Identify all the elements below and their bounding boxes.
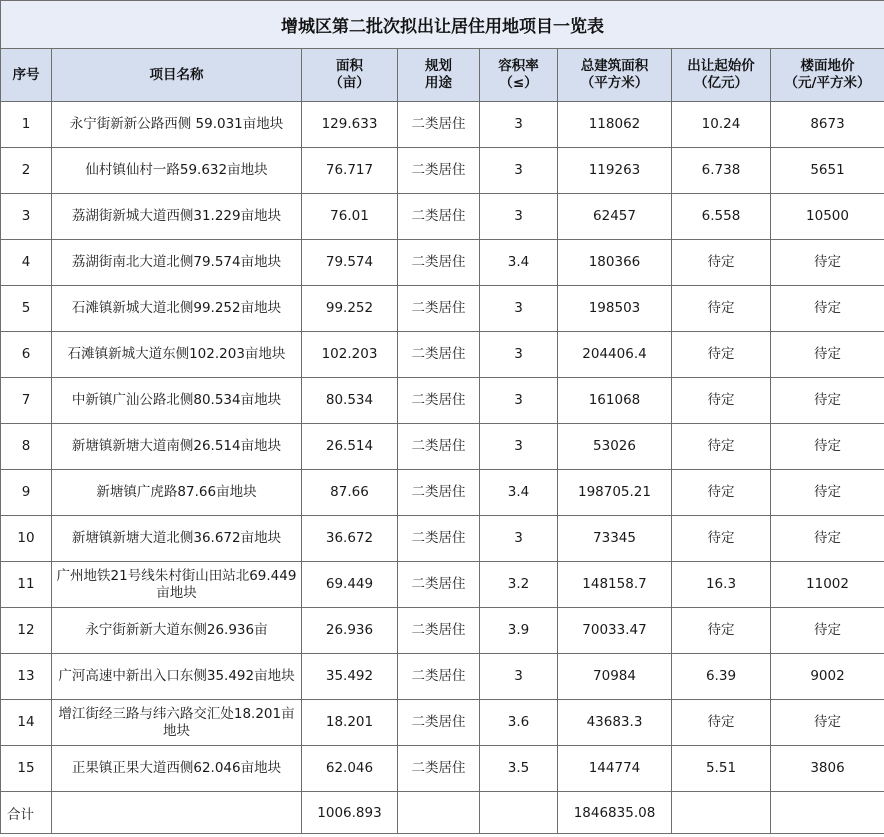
cell-project-name: 仙村镇仙村一路59.632亩地块 <box>52 148 302 194</box>
table-row <box>1 516 884 562</box>
cell-use: 二类居住 <box>398 700 480 746</box>
cell-far: 3 <box>480 148 558 194</box>
header-name-label: 项目名称 <box>149 66 204 83</box>
cell-price: 待定 <box>672 470 771 516</box>
cell-gfa: 119263 <box>558 148 672 194</box>
cell-use: 二类居住 <box>398 516 480 562</box>
cell-floor-price: 10500 <box>771 194 884 240</box>
cell-seq: 7 <box>1 378 52 424</box>
cell-price: 待定 <box>672 286 771 332</box>
cell-use: 二类居住 <box>398 102 480 148</box>
cell-gfa: 148158.7 <box>558 562 672 608</box>
cell-use: 二类居住 <box>398 378 480 424</box>
cell-project-name: 石滩镇新城大道东侧102.203亩地块 <box>52 332 302 378</box>
cell-floor-price: 9002 <box>771 654 884 700</box>
cell-project-name: 正果镇正果大道西侧62.046亩地块 <box>52 746 302 792</box>
header-far <box>480 49 558 102</box>
cell-far: 3 <box>480 424 558 470</box>
total-area: 1006.893 <box>302 792 398 834</box>
table-row <box>1 700 884 746</box>
table-row <box>1 332 884 378</box>
cell-gfa: 70984 <box>558 654 672 700</box>
header-price <box>672 49 771 102</box>
total-floor-empty <box>771 792 884 834</box>
cell-project-name: 永宁街新新大道东侧26.936亩 <box>52 608 302 654</box>
cell-gfa: 62457 <box>558 194 672 240</box>
cell-area: 26.936 <box>302 608 398 654</box>
cell-gfa: 198705.21 <box>558 470 672 516</box>
total-row <box>1 792 884 834</box>
cell-gfa: 204406.4 <box>558 332 672 378</box>
cell-project-name: 荔湖街新城大道西侧31.229亩地块 <box>52 194 302 240</box>
header-far-label: 容积率 <box>498 58 539 74</box>
cell-floor-price: 待定 <box>771 700 884 746</box>
header-gfa-label: 总建筑面积 <box>580 58 649 74</box>
cell-seq: 15 <box>1 746 52 792</box>
cell-far: 3.4 <box>480 470 558 516</box>
cell-area: 99.252 <box>302 286 398 332</box>
cell-gfa: 144774 <box>558 746 672 792</box>
cell-floor-price: 待定 <box>771 470 884 516</box>
header-use-label: 规划 <box>425 58 452 74</box>
cell-far: 3.5 <box>480 746 558 792</box>
cell-area: 69.449 <box>302 562 398 608</box>
cell-gfa: 180366 <box>558 240 672 286</box>
cell-floor-price: 待定 <box>771 332 884 378</box>
cell-seq: 11 <box>1 562 52 608</box>
cell-area: 18.201 <box>302 700 398 746</box>
cell-project-name: 石滩镇新城大道北侧99.252亩地块 <box>52 286 302 332</box>
cell-project-name: 广州地铁21号线朱村街山田站北69.449亩地块 <box>52 562 302 608</box>
cell-project-name: 增江街经三路与纬六路交汇处18.201亩地块 <box>52 700 302 746</box>
header-gfa-unit: （平方米） <box>580 75 649 91</box>
table-row <box>1 102 884 148</box>
cell-use: 二类居住 <box>398 332 480 378</box>
header-floor-unit: （元/平方米） <box>784 75 871 91</box>
cell-price: 待定 <box>672 424 771 470</box>
cell-floor-price: 11002 <box>771 562 884 608</box>
cell-gfa: 73345 <box>558 516 672 562</box>
cell-floor-price: 待定 <box>771 608 884 654</box>
cell-price: 6.738 <box>672 148 771 194</box>
table-row <box>1 654 884 700</box>
cell-floor-price: 待定 <box>771 378 884 424</box>
table-row <box>1 746 884 792</box>
cell-price: 待定 <box>672 700 771 746</box>
cell-use: 二类居住 <box>398 286 480 332</box>
cell-far: 3.9 <box>480 608 558 654</box>
table-row <box>1 240 884 286</box>
cell-use: 二类居住 <box>398 240 480 286</box>
cell-gfa: 53026 <box>558 424 672 470</box>
cell-far: 3.2 <box>480 562 558 608</box>
table-row <box>1 470 884 516</box>
total-gfa: 1846835.08 <box>558 792 672 834</box>
cell-use: 二类居住 <box>398 194 480 240</box>
cell-use: 二类居住 <box>398 470 480 516</box>
total-name-empty <box>52 792 302 834</box>
cell-far: 3 <box>480 654 558 700</box>
cell-area: 129.633 <box>302 102 398 148</box>
cell-area: 36.672 <box>302 516 398 562</box>
header-price-unit: （亿元） <box>694 75 748 91</box>
cell-far: 3 <box>480 286 558 332</box>
cell-project-name: 永宁街新新公路西侧 59.031亩地块 <box>52 102 302 148</box>
cell-use: 二类居住 <box>398 148 480 194</box>
cell-project-name: 新塘镇新塘大道北侧36.672亩地块 <box>52 516 302 562</box>
header-use <box>398 49 480 102</box>
total-price-empty <box>672 792 771 834</box>
cell-project-name: 中新镇广汕公路北侧80.534亩地块 <box>52 378 302 424</box>
header-floor-label: 楼面地价 <box>800 58 855 74</box>
cell-project-name: 新塘镇新塘大道南侧26.514亩地块 <box>52 424 302 470</box>
cell-gfa: 161068 <box>558 378 672 424</box>
cell-seq: 4 <box>1 240 52 286</box>
cell-floor-price: 待定 <box>771 240 884 286</box>
cell-price: 6.39 <box>672 654 771 700</box>
cell-seq: 5 <box>1 286 52 332</box>
cell-price: 6.558 <box>672 194 771 240</box>
cell-floor-price: 待定 <box>771 516 884 562</box>
cell-project-name: 荔湖街南北大道北侧79.574亩地块 <box>52 240 302 286</box>
table-row <box>1 378 884 424</box>
cell-price: 待定 <box>672 240 771 286</box>
header-gfa <box>558 49 672 102</box>
cell-project-name: 广河高速中新出入口东侧35.492亩地块 <box>52 654 302 700</box>
cell-area: 102.203 <box>302 332 398 378</box>
cell-use: 二类居住 <box>398 562 480 608</box>
cell-area: 26.514 <box>302 424 398 470</box>
cell-seq: 9 <box>1 470 52 516</box>
table-title: 增城区第二批次拟出让居住用地项目一览表 <box>1 1 884 49</box>
cell-floor-price: 3806 <box>771 746 884 792</box>
header-floor <box>771 49 884 102</box>
cell-far: 3 <box>480 378 558 424</box>
cell-seq: 2 <box>1 148 52 194</box>
header-name <box>52 49 302 102</box>
header-area-label: 面积 <box>336 58 363 74</box>
cell-seq: 1 <box>1 102 52 148</box>
table-row <box>1 608 884 654</box>
cell-far: 3.4 <box>480 240 558 286</box>
cell-floor-price: 待定 <box>771 424 884 470</box>
cell-floor-price: 5651 <box>771 148 884 194</box>
cell-area: 80.534 <box>302 378 398 424</box>
header-area-unit: （亩） <box>329 75 370 91</box>
cell-seq: 6 <box>1 332 52 378</box>
cell-area: 79.574 <box>302 240 398 286</box>
cell-gfa: 43683.3 <box>558 700 672 746</box>
cell-project-name: 新塘镇广虎路87.66亩地块 <box>52 470 302 516</box>
cell-far: 3.6 <box>480 700 558 746</box>
cell-price: 待定 <box>672 378 771 424</box>
header-use-label-2: 用途 <box>425 75 452 91</box>
cell-area: 76.717 <box>302 148 398 194</box>
cell-gfa: 118062 <box>558 102 672 148</box>
header-seq <box>1 49 52 102</box>
cell-seq: 10 <box>1 516 52 562</box>
cell-area: 76.01 <box>302 194 398 240</box>
total-label: 合计 <box>1 792 52 834</box>
table-row <box>1 424 884 470</box>
cell-use: 二类居住 <box>398 746 480 792</box>
cell-use: 二类居住 <box>398 424 480 470</box>
total-use-empty <box>398 792 480 834</box>
cell-price: 待定 <box>672 608 771 654</box>
cell-area: 87.66 <box>302 470 398 516</box>
cell-price: 待定 <box>672 332 771 378</box>
title-row <box>1 1 884 49</box>
cell-seq: 13 <box>1 654 52 700</box>
cell-price: 10.24 <box>672 102 771 148</box>
cell-far: 3 <box>480 332 558 378</box>
table-row <box>1 148 884 194</box>
cell-seq: 12 <box>1 608 52 654</box>
cell-seq: 8 <box>1 424 52 470</box>
header-price-label: 出让起始价 <box>687 58 755 74</box>
cell-far: 3 <box>480 102 558 148</box>
table-row <box>1 194 884 240</box>
cell-far: 3 <box>480 516 558 562</box>
cell-use: 二类居住 <box>398 608 480 654</box>
total-far-empty <box>480 792 558 834</box>
cell-price: 待定 <box>672 516 771 562</box>
table-row <box>1 286 884 332</box>
cell-use: 二类居住 <box>398 654 480 700</box>
cell-area: 62.046 <box>302 746 398 792</box>
header-row <box>1 49 884 102</box>
cell-price: 16.3 <box>672 562 771 608</box>
cell-seq: 3 <box>1 194 52 240</box>
cell-seq: 14 <box>1 700 52 746</box>
cell-floor-price: 待定 <box>771 286 884 332</box>
cell-floor-price: 8673 <box>771 102 884 148</box>
cell-area: 35.492 <box>302 654 398 700</box>
cell-gfa: 70033.47 <box>558 608 672 654</box>
header-area <box>302 49 398 102</box>
cell-price: 5.51 <box>672 746 771 792</box>
table-row <box>1 562 884 608</box>
header-seq-label: 序号 <box>12 66 40 83</box>
cell-far: 3 <box>480 194 558 240</box>
cell-gfa: 198503 <box>558 286 672 332</box>
header-far-unit: （≤） <box>499 75 538 91</box>
